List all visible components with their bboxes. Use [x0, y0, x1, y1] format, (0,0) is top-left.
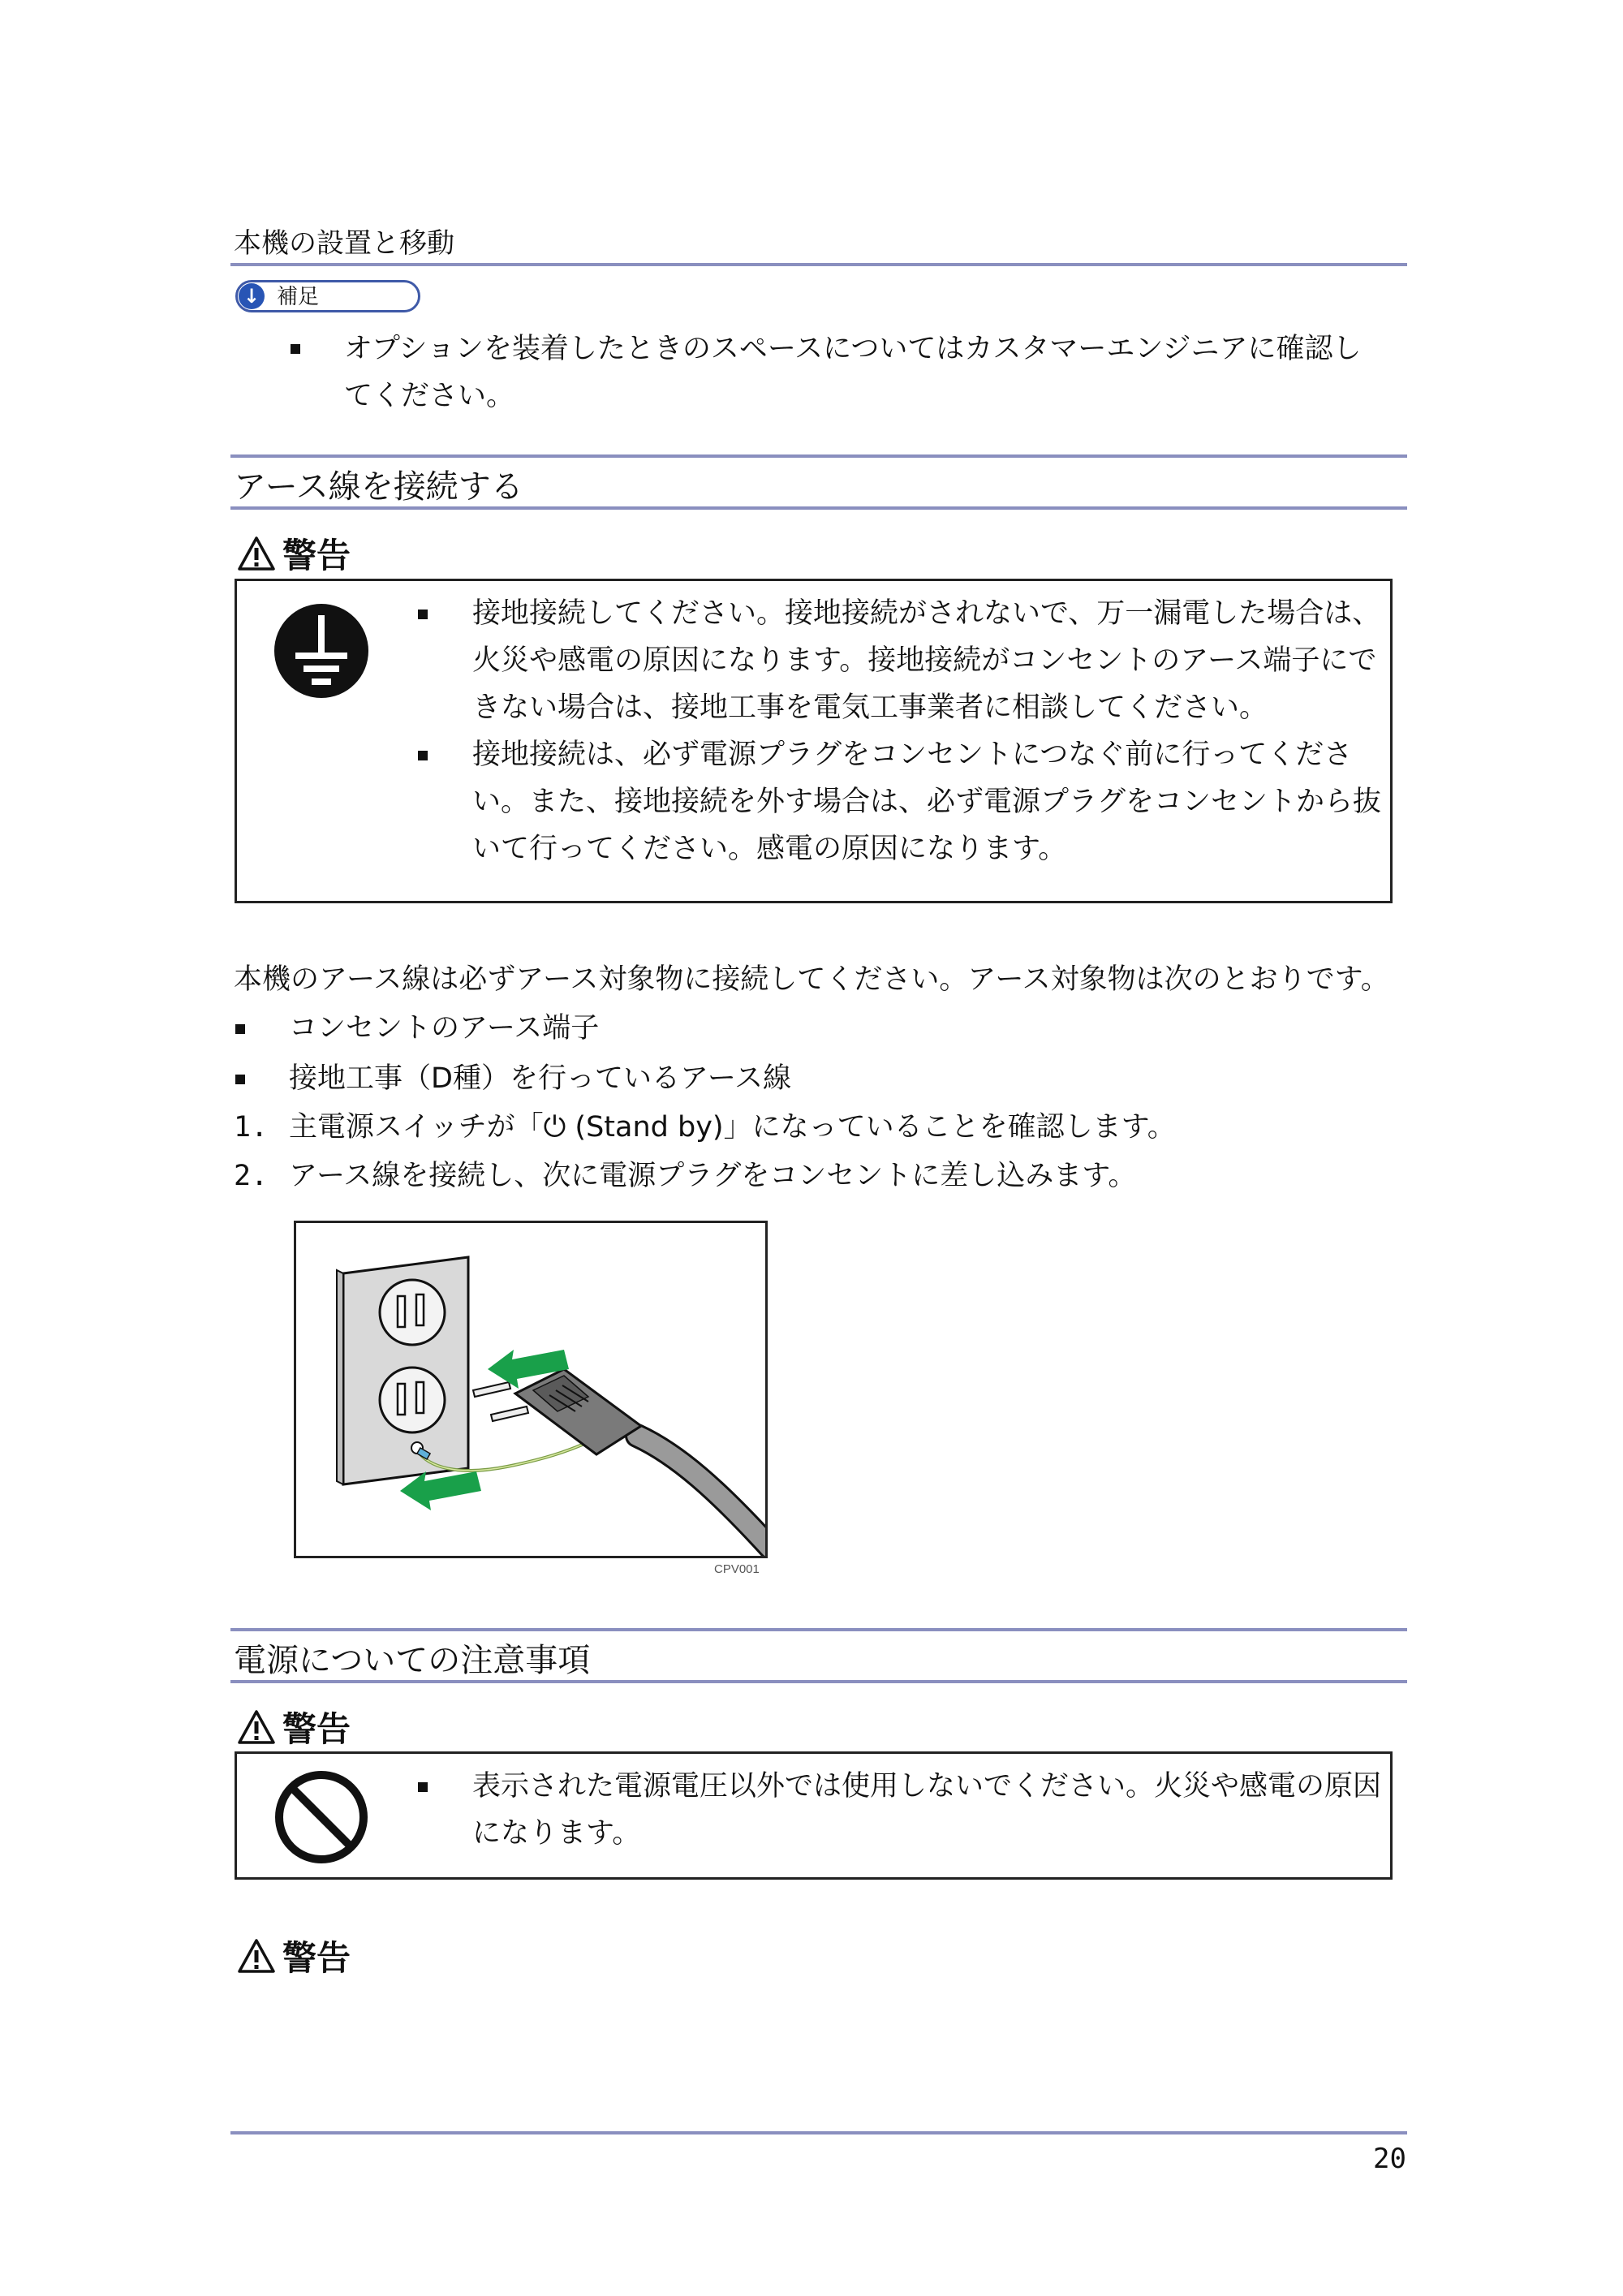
section-rule-top [230, 454, 1407, 458]
warning-item-2-line3: いて行ってください。感電の原因になります。 [472, 833, 1067, 865]
outlet-plug-illustration [294, 1221, 768, 1558]
warning-heading [237, 1932, 351, 1980]
warning-voltage-line2: になります。 [472, 1817, 641, 1850]
warning-label: 警告 [282, 1938, 351, 1978]
bullet-icon [235, 1075, 245, 1084]
warning-heading [237, 1703, 351, 1751]
step-number: 1. [234, 1111, 269, 1144]
outlet-plug-drawing [296, 1223, 768, 1558]
warning-label: 警告 [282, 1709, 351, 1749]
step-text: 主電源スイッチが「⏻ (Stand by)」になっていることを確認します。 [289, 1111, 1176, 1144]
ground-icon [273, 602, 370, 700]
ground-target-intro: 本機のアース線は必ずアース対象物に接続してください。アース対象物は次のとおりです。 [234, 963, 1389, 996]
bullet-icon [291, 344, 300, 354]
header-rule [230, 263, 1407, 266]
figure-code: CPV001 [714, 1562, 760, 1576]
section-rule-bottom [230, 506, 1407, 510]
warning-label: 警告 [282, 536, 351, 575]
ground-target-item: 接地工事（D種）を行っているアース線 [289, 1062, 792, 1095]
warning-item-1-line2: 火災や感電の原因になります。接地接続がコンセントのアース端子にで [472, 644, 1377, 677]
footer-rule [230, 2131, 1407, 2134]
section-title-ground: アース線を接続する [234, 468, 523, 506]
running-header: 本機の設置と移動 [234, 227, 454, 260]
section-title-power: 電源についての注意事項 [234, 1642, 591, 1679]
supplement-text-line2: てください。 [344, 380, 515, 412]
warning-item-1-line1: 接地接続してください。接地接続がされないで、万一漏電した場合は、 [472, 597, 1381, 630]
warning-heading [237, 529, 351, 578]
bullet-icon [418, 1782, 428, 1792]
step-number: 2. [234, 1160, 269, 1192]
ground-target-item: コンセントのアース端子 [289, 1012, 600, 1045]
bullet-icon [235, 1024, 245, 1034]
warning-item-2-line1: 接地接続は、必ず電源プラグをコンセントにつなぐ前に行ってくださ [472, 739, 1353, 771]
warning-triangle-icon [237, 536, 276, 571]
supplement-text-line1: オプションを装着したときのスペースについてはカスタマーエンジニアに確認し [344, 333, 1362, 365]
prohibited-icon [273, 1768, 370, 1866]
page-number: 20 [1373, 2143, 1406, 2175]
step-text: アース線を接続し、次に電源プラグをコンセントに差し込みます。 [289, 1160, 1137, 1192]
bullet-icon [418, 610, 428, 619]
warning-box-ground [235, 579, 1393, 903]
warning-triangle-icon [237, 1709, 276, 1745]
section-rule-top [230, 1628, 1407, 1631]
arrow-down-icon: ↓ [239, 283, 265, 309]
section-rule-bottom [230, 1680, 1407, 1683]
warning-item-2-line2: い。また、接地接続を外す場合は、必ず電源プラグをコンセントから抜 [472, 786, 1382, 818]
bullet-icon [418, 751, 428, 760]
warning-box-voltage [235, 1751, 1393, 1880]
supplement-label: 補足 [277, 285, 320, 309]
warning-item-1-line3: きない場合は、接地工事を電気工事業者に相談してください。 [472, 691, 1268, 724]
warning-triangle-icon [237, 1938, 276, 1974]
supplement-badge [235, 280, 420, 312]
warning-voltage-line1: 表示された電源電圧以外では使用しないでください。火災や感電の原因 [472, 1770, 1382, 1803]
